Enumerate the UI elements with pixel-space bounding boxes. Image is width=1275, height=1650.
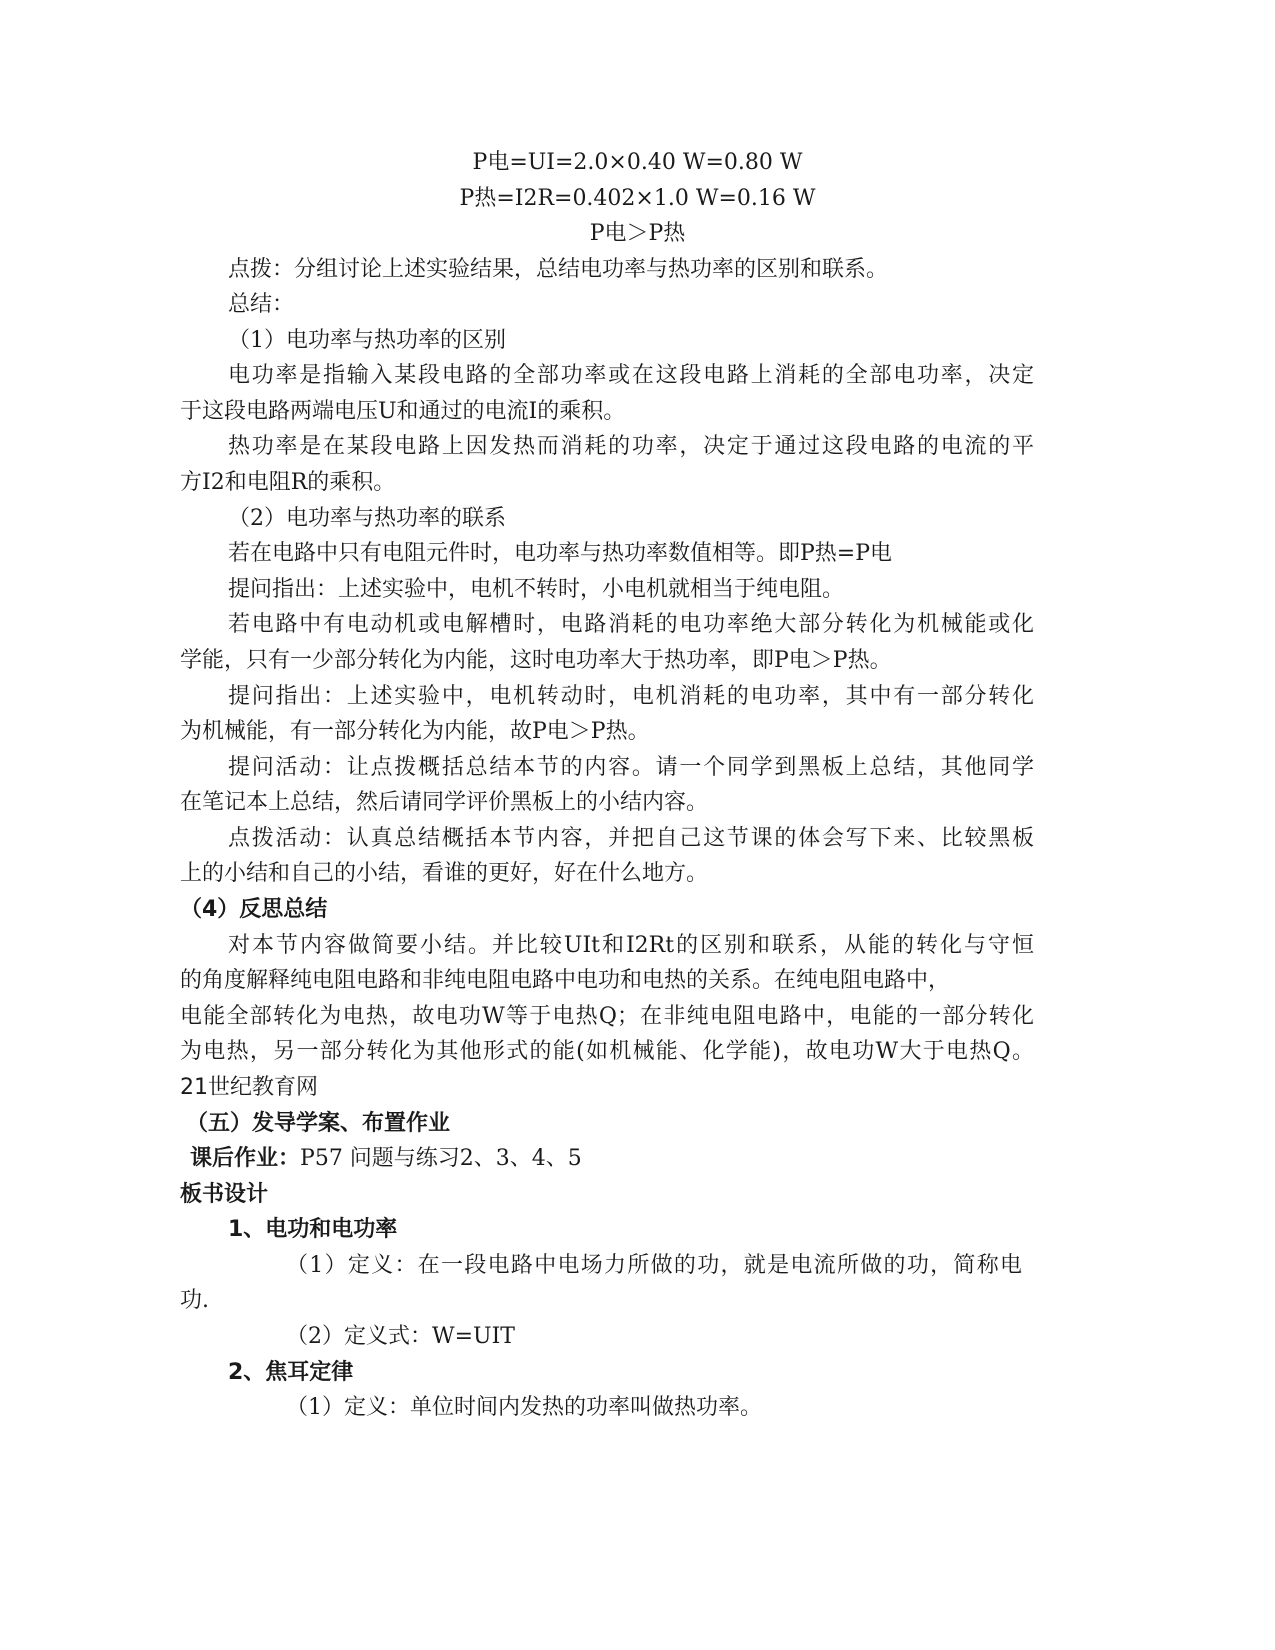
section-heading-reflection: （4）反思总结 [180, 897, 328, 922]
reflection-line: 的角度解释纯电阻电路和非纯电阻电路中电功和电热的关系。在纯电阻电路中， [180, 968, 951, 993]
board-section-2-definition: （1）定义：单位时间内发热的功率叫做热功率。 [286, 1395, 762, 1420]
reflection-line: 为电热，另一部分转化为其他形式的能(如机械能、化学能)，故电功W大于电热Q。 [180, 1039, 1034, 1064]
paragraph-line: 点拨：分组讨论上述实验结果，总结电功率与热功率的区别和联系。 [228, 257, 889, 282]
paragraph-line: （2）电功率与热功率的联系 [228, 506, 506, 531]
homework-text: P57 问题与练习2、3、4、5 [300, 1146, 582, 1171]
paragraph-line: 提问指出：上述实验中，电机不转时，小电机就相当于纯电阻。 [228, 577, 845, 602]
reflection-line: 对本节内容做简要小结。并比较UIt和I2Rt的区别和联系，从能的转化与守恒 [228, 933, 1034, 958]
paragraph-line: 热功率是在某段电路上因发热而消耗的功率，决定于通过这段电路的电流的平 [228, 434, 1034, 459]
board-section-1-definition-cont: 功. [180, 1288, 209, 1313]
paragraph-line: 为机械能，有一部分转化为内能，故P电＞P热。 [180, 719, 650, 744]
homework-line [190, 1142, 582, 1176]
paragraph-line: 提问指出：上述实验中，电机转动时，电机消耗的电功率，其中有一部分转化 [228, 684, 1034, 709]
paragraph-line: 在笔记本上总结，然后请同学评价黑板上的小结内容。 [180, 790, 709, 815]
board-section-1-definition: （1）定义：在一段电路中电场力所做的功，就是电流所做的功，简称电 [286, 1253, 1022, 1278]
formula-p-electric: P电=UI=2.0×0.40 W=0.80 W [472, 150, 803, 175]
paragraph-line: 电功率是指输入某段电路的全部功率或在这段电路上消耗的全部电功率，决定 [228, 363, 1034, 388]
paragraph-line: 提问活动：让点拨概括总结本节的内容。请一个同学到黑板上总结，其他同学 [228, 755, 1034, 780]
board-section-1-formula: （2）定义式：W=UIT [286, 1324, 515, 1349]
paragraph-line: 点拨活动：认真总结概括本节内容，并把自己这节课的体会写下来、比较黑板 [228, 826, 1034, 851]
paragraph-line: 于这段电路两端电压U和通过的电流I的乘积。 [180, 399, 626, 424]
section-heading-homework: （五）发导学案、布置作业 [186, 1111, 451, 1136]
paragraph-line: 总结： [228, 292, 295, 317]
paragraph-line: 方I2和电阻R的乘积。 [180, 470, 396, 495]
formula-comparison: P电＞P热 [589, 221, 686, 246]
paragraph-line: 学能，只有一少部分转化为内能，这时电功率大于热功率，即P电＞P热。 [180, 648, 892, 673]
paragraph-line: 若电路中有电动机或电解槽时，电路消耗的电功率绝大部分转化为机械能或化 [228, 612, 1034, 637]
board-design-heading: 板书设计 [180, 1182, 269, 1207]
reflection-line: 电能全部转化为电热，故电功W等于电热Q；在非纯电阻电路中，电能的一部分转化 [180, 1004, 1034, 1029]
paragraph-line: 若在电路中只有电阻元件时，电功率与热功率数值相等。即P热=P电 [228, 541, 893, 566]
paragraph-line: （1）电功率与热功率的区别 [228, 328, 506, 353]
formula-p-heat: P热=I2R=0.402×1.0 W=0.16 W [459, 186, 816, 211]
paragraph-line: 上的小结和自己的小结，看谁的更好，好在什么地方。 [180, 861, 709, 886]
source-watermark: 21世纪教育网 [180, 1075, 318, 1100]
homework-label: 课后作业： [190, 1146, 301, 1171]
board-section-2-title: 2、焦耳定律 [228, 1360, 354, 1385]
board-section-1-title: 1、电功和电功率 [228, 1217, 398, 1242]
